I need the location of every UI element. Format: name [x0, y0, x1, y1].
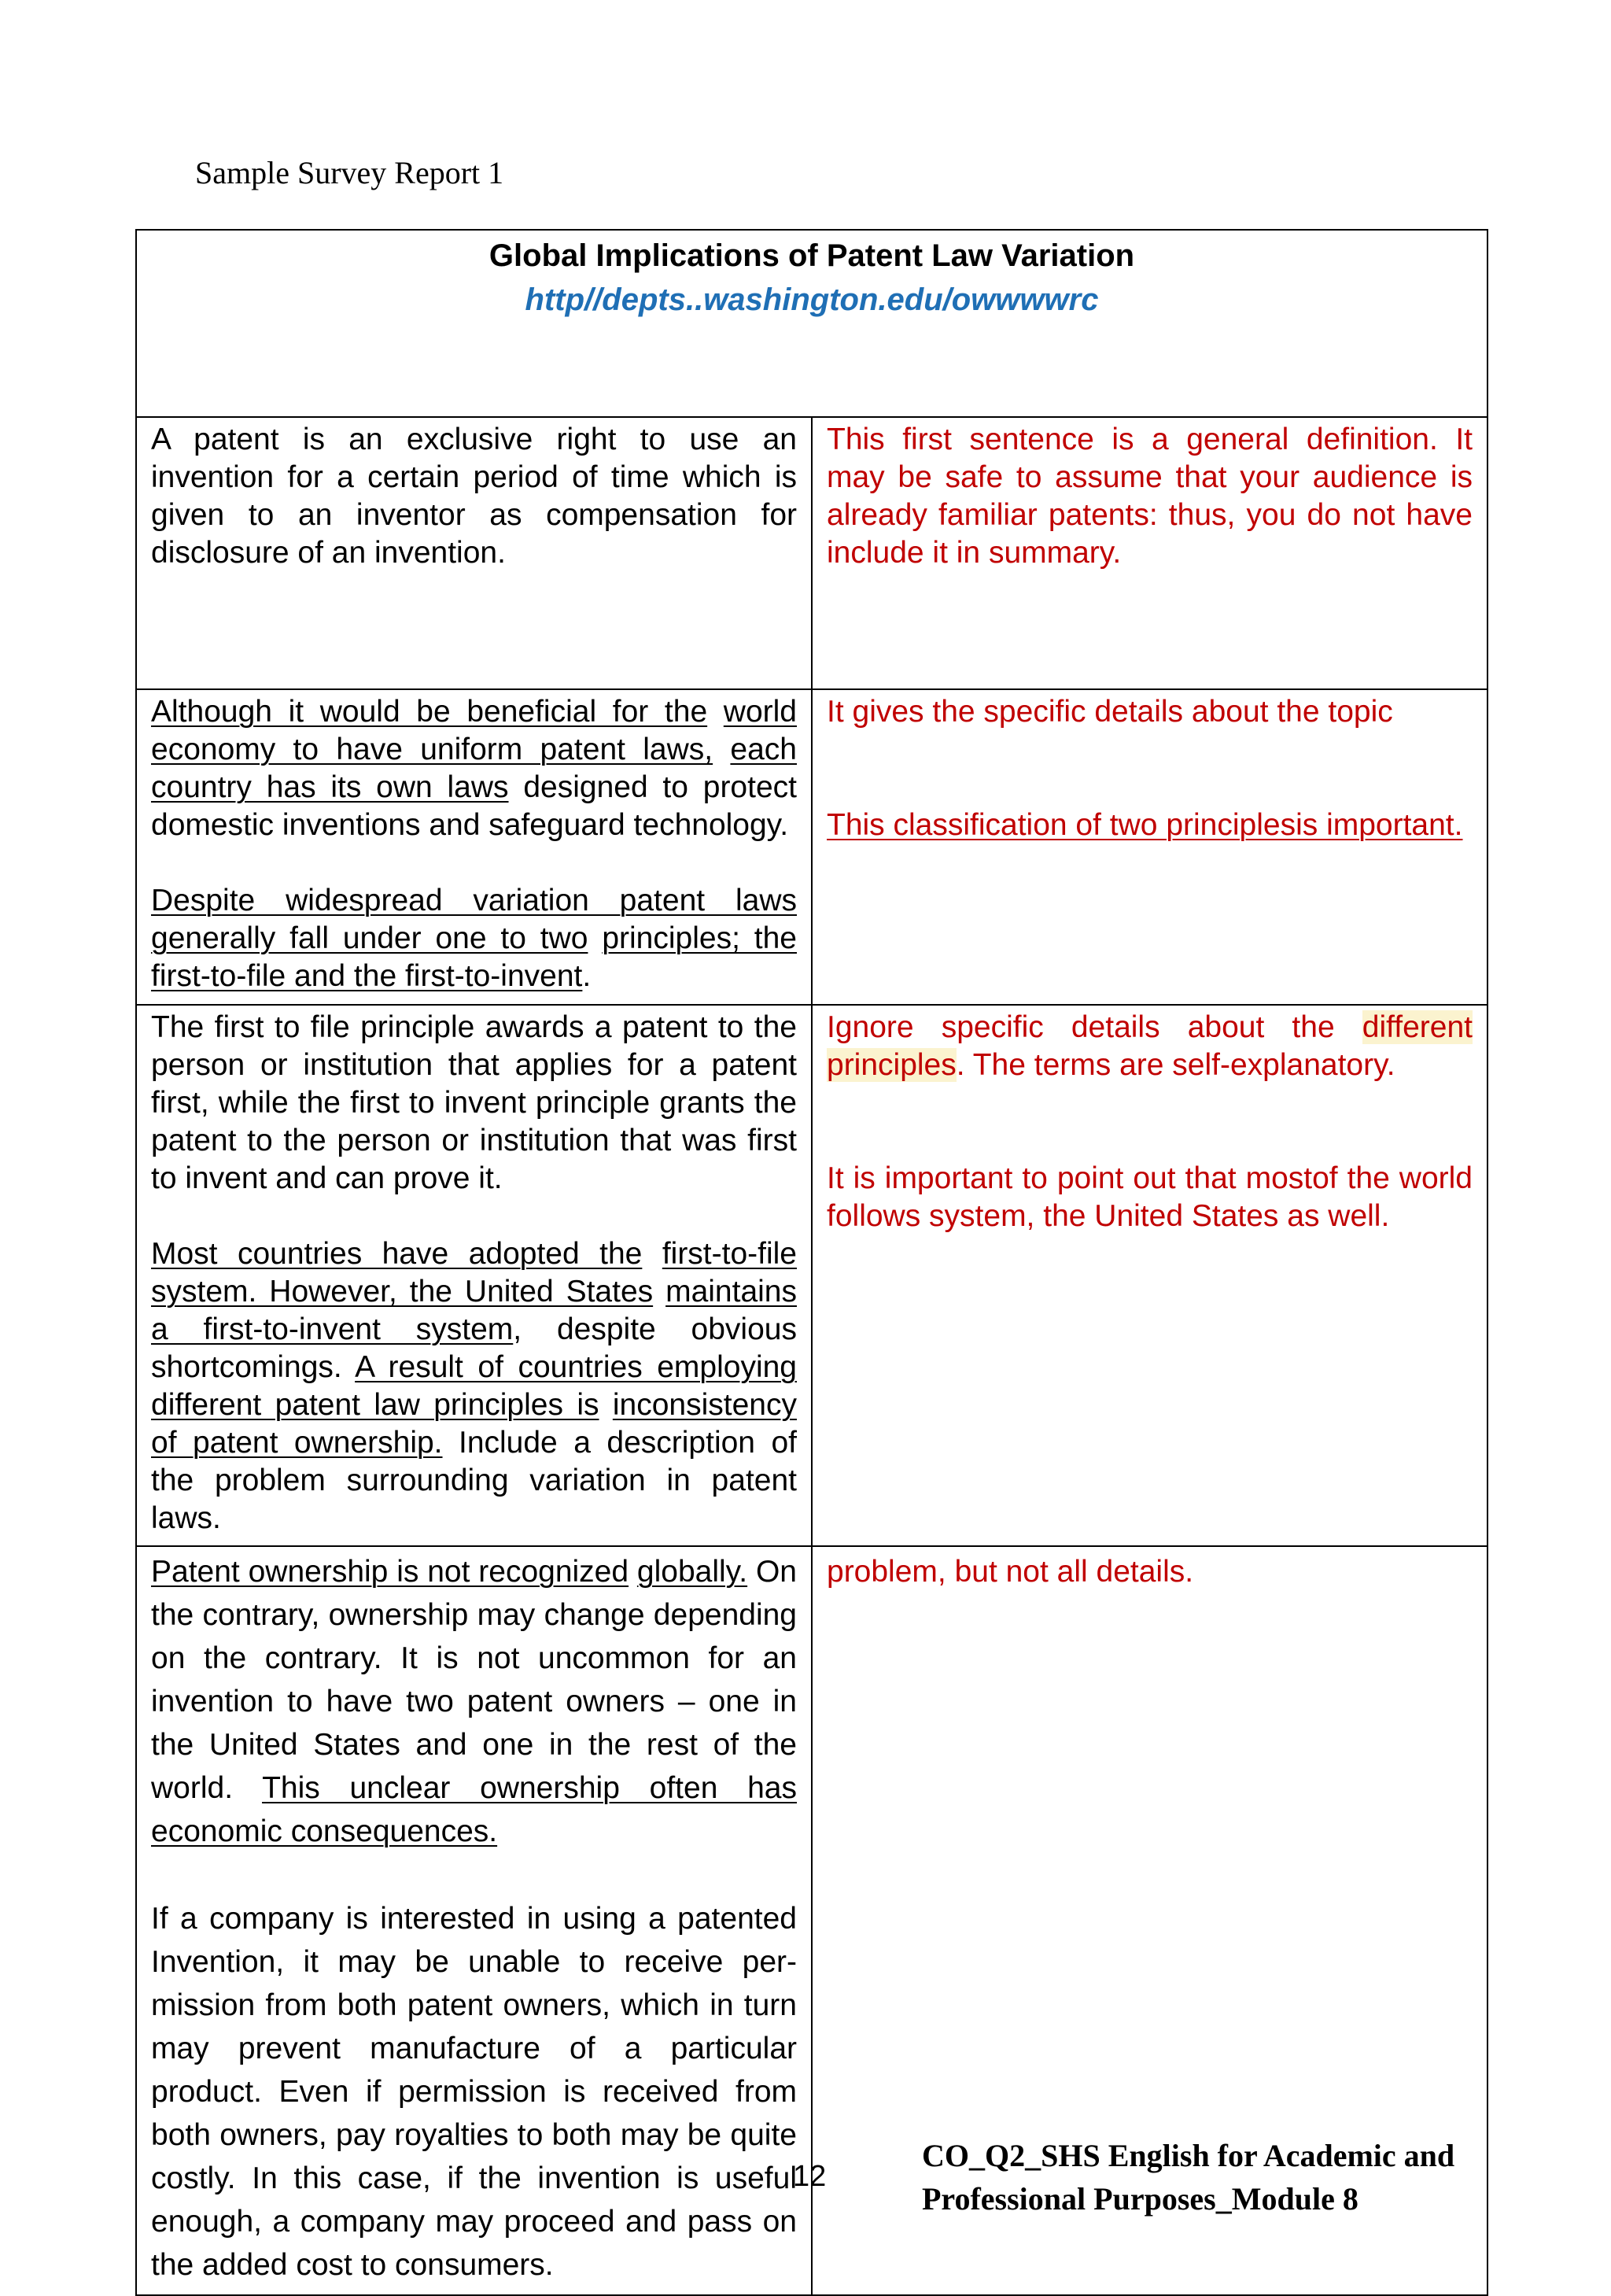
source-paragraph: If a company is interested in using a patented Invention, it may be unable to receive per- mission from both patent owners, which in turn may prevent manufacture of a particular product. Even if permission is received from both owners, pay royalties to both may be quite costly. In this case, if the invention is useful enough, a company may proceed and pass on the added cost to consumers.	[151, 1902, 797, 2282]
source-text-cell	[136, 417, 812, 689]
annotation-cell	[812, 1005, 1488, 1546]
annotation-cell	[812, 689, 1488, 1005]
underlined-text: each country has its own laws	[151, 733, 797, 804]
highlighted-text: different principles	[827, 1010, 1473, 1082]
plain-text: Ignore specific details about the	[827, 1010, 1362, 1044]
annotation-paragraph: This classification of two principlesis important.	[827, 808, 1463, 842]
annotation-paragraph: problem, but not all details.	[827, 1555, 1194, 1589]
underlined-text: Although it would be beneficial for the	[151, 695, 708, 729]
report-title: Global Implications of Patent Law Variation	[488, 238, 1135, 273]
plain-text: , despite obvious shortcomings.	[151, 1312, 797, 1384]
table-header-row	[136, 230, 1488, 417]
source-text-cell	[136, 1005, 812, 1546]
source-paragraph	[151, 693, 797, 844]
underlined-text: Despite widespread variation patent laws generally fall under one to two	[151, 884, 797, 955]
underlined-text: This unclear ownership often has economic consequences.	[151, 1771, 797, 1848]
underlined-text: world economy to have uniform patent laws,	[151, 695, 797, 766]
module-footer	[922, 2134, 1454, 2220]
header-cell	[136, 230, 1488, 417]
plain-text: designed to protect domestic inventions and safeguard technology.	[151, 770, 797, 842]
underlined-text: principles; the first-to-file and the first-to-invent	[151, 921, 797, 993]
plain-text: Include a description of the problem surrounding variation in patent laws.	[151, 1426, 797, 1535]
table-row	[136, 1005, 1488, 1546]
plain-text: On the contrary, ownership may change depending on the contrary. It is not uncommon for an invention to have two patent owners – one in the United States and one in the rest of the world.	[151, 1555, 797, 1805]
page-number: 12	[793, 2160, 827, 2193]
annotation-paragraph: It is important to point out that mostof the world follows system, the United States as well.	[827, 1161, 1473, 1233]
footer-line: Professional Purposes_Module 8	[922, 2181, 1358, 2217]
source-text-cell	[136, 689, 812, 1005]
plain-text: .	[582, 959, 592, 993]
plain-text: . The terms are self-explanatory.	[956, 1048, 1395, 1082]
underlined-text: first-to-file	[662, 1237, 797, 1271]
table-row	[136, 417, 1488, 689]
source-url: http//depts..washington.edu/owwwwrc	[525, 282, 1099, 317]
space	[653, 1275, 665, 1309]
annotation-paragraph	[827, 1009, 1473, 1084]
annotation-cell	[812, 417, 1488, 689]
source-paragraph	[151, 1235, 797, 1537]
space	[707, 695, 724, 729]
table-row	[136, 689, 1488, 1005]
space	[588, 921, 602, 955]
footer-line: CO_Q2_SHS English for Academic and	[922, 2138, 1455, 2173]
space	[642, 1237, 662, 1271]
underlined-text: A result of countries employing different patent law principles is	[151, 1350, 797, 1422]
sample-caption: Sample Survey Report 1	[195, 155, 504, 190]
survey-report-table	[135, 229, 1488, 2296]
underlined-text: Most countries have adopted the	[151, 1237, 643, 1271]
source-paragraph	[151, 1550, 797, 1853]
source-paragraph: A patent is an exclusive right to use an invention for a certain period of time which is given to an inventor as compensation for disclosure of an invention.	[151, 423, 797, 570]
annotation-paragraph: It gives the specific details about the topic	[827, 695, 1393, 729]
underlined-text: globally.	[636, 1555, 748, 1589]
source-paragraph	[151, 882, 797, 995]
space	[713, 733, 730, 766]
space	[629, 1555, 637, 1589]
underlined-text: Patent ownership is not recognized	[151, 1555, 629, 1589]
underlined-text: system. However, the United States	[151, 1275, 654, 1309]
source-paragraph: The first to file principle awards a patent to the person or institution that applies for a patent first, while the first to invent principle grants the patent to the person or institution that was first to invent and can prove it.	[151, 1010, 797, 1195]
annotation-paragraph: This first sentence is a general definition. It may be safe to assume that your audience is already familiar patents: thus, you do not have include it in summary.	[827, 423, 1473, 570]
underlined-text: maintains a first-to-invent system	[151, 1275, 797, 1346]
space	[599, 1388, 613, 1422]
underlined-text: inconsistency of patent ownership.	[151, 1388, 797, 1460]
source-text-cell	[136, 1546, 812, 2295]
